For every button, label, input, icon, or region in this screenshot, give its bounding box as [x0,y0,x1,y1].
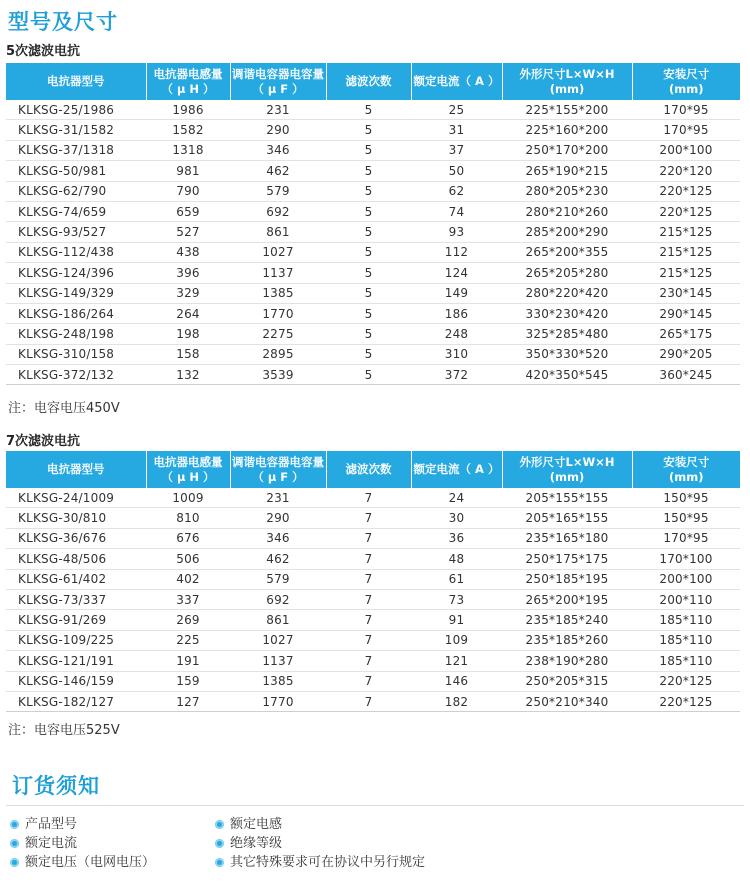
table-cell: 1986 [146,100,230,120]
table-cell: 235*185*260 [502,630,632,650]
table-row [6,344,740,364]
table-cell: 659 [146,201,230,221]
table-cell: 215*125 [632,222,740,242]
table-cell: 5 [326,222,411,242]
column-header [146,63,230,100]
table-cell: 7 [326,528,411,548]
table-cell: 350*330*520 [502,344,632,364]
model-cell: KLKSG-37/1318 [6,140,146,160]
column-header-label: 调谐电容器电容量 [232,454,324,469]
column-header-unit: (mm) [669,81,704,96]
column-header-unit: （ μ H ） [161,81,215,96]
table-cell: 158 [146,344,230,364]
table-cell: 3539 [230,365,326,385]
table-cell: 285*200*290 [502,222,632,242]
table-cell: 7 [326,488,411,508]
table-cell: 5 [326,161,411,181]
table-row [6,263,740,283]
ordering-list-right [211,815,425,872]
table-cell: 1027 [230,242,326,262]
model-cell: KLKSG-73/337 [6,589,146,609]
page-title: 型号及尺寸 [8,10,118,34]
table-cell: 337 [146,589,230,609]
table-cell: 290 [230,508,326,528]
table-row [6,303,740,323]
table-cell: 50 [411,161,502,181]
table-cell: 1318 [146,140,230,160]
table-cell: 170*95 [632,528,740,548]
table-cell: 396 [146,263,230,283]
column-header [6,63,146,100]
column-header-unit: （ μ F ） [252,81,304,96]
table-cell: 31 [411,120,502,140]
table-row [6,201,740,221]
bullet-icon [10,858,19,867]
bullet-icon [215,839,224,848]
column-header [326,451,411,488]
table-header-row [6,63,740,100]
table-cell: 215*125 [632,242,740,262]
table-cell: 1582 [146,120,230,140]
table-cell: 462 [230,549,326,569]
table-cell: 1009 [146,488,230,508]
table-cell: 438 [146,242,230,262]
table-row [6,161,740,181]
table-cell: 235*185*240 [502,610,632,630]
table-cell: 61 [411,569,502,589]
table-cell: 579 [230,181,326,201]
table-cell: 7 [326,549,411,569]
model-cell: KLKSG-25/1986 [6,100,146,120]
table-cell: 280*220*420 [502,283,632,303]
column-header [632,63,740,100]
bullet-icon [215,820,224,829]
table-cell: 231 [230,488,326,508]
table-cell: 5 [326,242,411,262]
table-cell: 250*205*315 [502,671,632,691]
model-cell: KLKSG-93/527 [6,222,146,242]
column-header-label: 电抗器电感量 [153,454,223,469]
column-header-label: 安装尺寸 [663,454,710,469]
ordering-item-label: 额定电流 [25,836,78,851]
table-cell: 121 [411,651,502,671]
table-cell: 220*125 [632,691,740,711]
model-cell: KLKSG-182/127 [6,691,146,711]
bullet-icon [10,820,19,829]
divider [6,805,744,806]
model-cell: KLKSG-146/159 [6,671,146,691]
table-cell: 5 [326,324,411,344]
table-cell: 579 [230,569,326,589]
table-cell: 36 [411,528,502,548]
table-cell: 5 [326,140,411,160]
column-header [502,451,632,488]
column-header-unit: (mm) [549,469,585,484]
ordering-title: 订货须知 [12,774,100,798]
table-cell: 220*125 [632,671,740,691]
bullet-icon [215,858,224,867]
table-cell: 24 [411,488,502,508]
table-cell: 330*230*420 [502,303,632,323]
table-row [6,181,740,201]
table-cell: 248 [411,324,502,344]
table-cell: 185*110 [632,651,740,671]
column-header [230,63,326,100]
table-row [6,488,740,508]
table-cell: 1385 [230,283,326,303]
column-header [411,63,502,100]
table-cell: 215*125 [632,263,740,283]
table-row [6,120,740,140]
table-cell: 290*205 [632,344,740,364]
column-header-unit: （ μ F ） [252,469,304,484]
model-cell: KLKSG-91/269 [6,610,146,630]
table-row [6,691,740,711]
table-cell: 325*285*480 [502,324,632,344]
table-cell: 225*155*200 [502,100,632,120]
column-header-label: 调谐电容器电容量 [232,66,324,81]
ordering-list-left [6,815,155,872]
table-row [6,222,740,242]
model-cell: KLKSG-149/329 [6,283,146,303]
table-cell: 861 [230,610,326,630]
model-cell: KLKSG-50/981 [6,161,146,181]
table-cell: 810 [146,508,230,528]
table-cell: 159 [146,671,230,691]
table-cell: 7 [326,651,411,671]
table-row [6,242,740,262]
table-cell: 109 [411,630,502,650]
table-row [6,140,740,160]
column-header [230,451,326,488]
model-cell: KLKSG-48/506 [6,549,146,569]
table-cell: 30 [411,508,502,528]
table-cell: 250*175*175 [502,549,632,569]
table-cell: 235*165*180 [502,528,632,548]
column-header-unit: （ μ H ） [161,469,215,484]
table-cell: 310 [411,344,502,364]
table-cell: 861 [230,222,326,242]
column-header-label: 外形尺寸L×W×H [519,66,615,81]
model-cell: KLKSG-121/191 [6,651,146,671]
column-header-label: 额定电流（ A ） [413,462,500,476]
table-row [6,671,740,691]
table-cell: 220*125 [632,201,740,221]
table-cell: 7 [326,610,411,630]
table-cell: 346 [230,528,326,548]
table-cell: 231 [230,100,326,120]
table-cell: 112 [411,242,502,262]
table-cell: 5 [326,201,411,221]
column-header-label: 电抗器型号 [47,462,105,476]
ordering-item-label: 额定电压（电网电压） [25,855,156,870]
table-cell: 191 [146,651,230,671]
table-cell: 250*185*195 [502,569,632,589]
spec-table-5th [6,63,740,385]
column-header-unit: (mm) [669,469,704,484]
model-cell: KLKSG-248/198 [6,324,146,344]
table-cell: 5 [326,344,411,364]
table-cell: 7 [326,569,411,589]
table-cell: 37 [411,140,502,160]
table-cell: 280*210*260 [502,201,632,221]
table-cell: 185*110 [632,610,740,630]
table-cell: 527 [146,222,230,242]
table-cell: 265*175 [632,324,740,344]
table-cell: 7 [326,691,411,711]
model-cell: KLKSG-372/132 [6,365,146,385]
column-header [6,451,146,488]
model-cell: KLKSG-186/264 [6,303,146,323]
column-header-label: 外形尺寸L×W×H [519,454,615,469]
table-row [6,508,740,528]
table-cell: 124 [411,263,502,283]
table-row [6,100,740,120]
table-header-row [6,451,740,488]
model-cell: KLKSG-112/438 [6,242,146,262]
table-cell: 7 [326,630,411,650]
table-cell: 250*170*200 [502,140,632,160]
ordering-item-label: 产品型号 [25,817,78,832]
column-header-label: 安装尺寸 [663,66,710,81]
table-row [6,630,740,650]
table-cell: 170*95 [632,100,740,120]
table-cell: 238*190*280 [502,651,632,671]
table-cell: 1137 [230,651,326,671]
table-cell: 692 [230,201,326,221]
ordering-item [211,853,425,872]
table-cell: 280*205*230 [502,181,632,201]
table-cell: 7 [326,508,411,528]
table-cell: 48 [411,549,502,569]
table7-title: 7次滤波电抗 [6,434,81,449]
table-cell: 1027 [230,630,326,650]
table-cell: 25 [411,100,502,120]
table-cell: 5 [326,263,411,283]
table-cell: 329 [146,283,230,303]
column-header [146,451,230,488]
table-row [6,528,740,548]
model-cell: KLKSG-74/659 [6,201,146,221]
model-cell: KLKSG-310/158 [6,344,146,364]
table-cell: 132 [146,365,230,385]
table-cell: 981 [146,161,230,181]
table-cell: 5 [326,365,411,385]
table-cell: 150*95 [632,488,740,508]
table-cell: 7 [326,589,411,609]
table-row [6,283,740,303]
table-cell: 5 [326,181,411,201]
column-header [326,63,411,100]
table-cell: 5 [326,120,411,140]
spec-table-7th [6,451,740,712]
table-cell: 2275 [230,324,326,344]
table-row [6,324,740,344]
model-cell: KLKSG-30/810 [6,508,146,528]
column-header [502,63,632,100]
table-cell: 1385 [230,671,326,691]
model-cell: KLKSG-109/225 [6,630,146,650]
table-row [6,610,740,630]
table5-note: 注：电容电压450V [8,401,120,416]
model-cell: KLKSG-61/402 [6,569,146,589]
table-cell: 93 [411,222,502,242]
column-header [411,451,502,488]
ordering-item-label: 额定电感 [230,817,283,832]
table-cell: 692 [230,589,326,609]
ordering-item-label: 绝缘等级 [230,836,283,851]
table-cell: 264 [146,303,230,323]
table-cell: 265*200*355 [502,242,632,262]
table-row [6,589,740,609]
ordering-item [211,834,425,853]
table-cell: 7 [326,671,411,691]
column-header [632,451,740,488]
table-cell: 225*160*200 [502,120,632,140]
column-header-label: 滤波次数 [345,462,392,476]
table-cell: 269 [146,610,230,630]
table-cell: 2895 [230,344,326,364]
table-cell: 5 [326,303,411,323]
table-cell: 205*155*155 [502,488,632,508]
table-cell: 170*100 [632,549,740,569]
table-cell: 265*205*280 [502,263,632,283]
table7-note: 注：电容电压525V [8,723,120,738]
table-cell: 146 [411,671,502,691]
ordering-item [6,834,155,853]
column-header-unit: (mm) [549,81,585,96]
model-cell: KLKSG-62/790 [6,181,146,201]
column-header-label: 额定电流（ A ） [413,74,500,88]
table-cell: 1770 [230,303,326,323]
model-cell: KLKSG-24/1009 [6,488,146,508]
table-cell: 5 [326,100,411,120]
table-cell: 250*210*340 [502,691,632,711]
table-cell: 462 [230,161,326,181]
model-cell: KLKSG-36/676 [6,528,146,548]
table-cell: 372 [411,365,502,385]
table-row [6,365,740,385]
table-cell: 402 [146,569,230,589]
table-row [6,549,740,569]
table-cell: 346 [230,140,326,160]
table-cell: 170*95 [632,120,740,140]
ordering-item [6,853,155,872]
ordering-item-label: 其它特殊要求可在协议中另行规定 [230,855,426,870]
table5-title: 5次滤波电抗 [6,44,81,59]
table-row [6,651,740,671]
table-cell: 220*120 [632,161,740,181]
table-cell: 225 [146,630,230,650]
column-header-label: 电抗器电感量 [153,66,223,81]
table-cell: 186 [411,303,502,323]
table-cell: 1137 [230,263,326,283]
table-cell: 200*100 [632,569,740,589]
ordering-item [6,815,155,834]
table-cell: 265*200*195 [502,589,632,609]
table-cell: 265*190*215 [502,161,632,181]
model-cell: KLKSG-124/396 [6,263,146,283]
table-row [6,569,740,589]
table-cell: 198 [146,324,230,344]
table-cell: 149 [411,283,502,303]
column-header-label: 滤波次数 [345,74,392,88]
table-cell: 205*165*155 [502,508,632,528]
column-header-label: 电抗器型号 [47,74,105,88]
table-cell: 420*350*545 [502,365,632,385]
bullet-icon [10,839,19,848]
table-cell: 62 [411,181,502,201]
table-cell: 790 [146,181,230,201]
table-cell: 360*245 [632,365,740,385]
table-cell: 182 [411,691,502,711]
table-cell: 74 [411,201,502,221]
ordering-item [211,815,425,834]
table-cell: 5 [326,283,411,303]
table-cell: 230*145 [632,283,740,303]
table-cell: 150*95 [632,508,740,528]
table-cell: 91 [411,610,502,630]
table-cell: 676 [146,528,230,548]
table-cell: 185*110 [632,630,740,650]
table-cell: 127 [146,691,230,711]
table-cell: 1770 [230,691,326,711]
table-cell: 506 [146,549,230,569]
table-cell: 200*100 [632,140,740,160]
table-cell: 290*145 [632,303,740,323]
table-cell: 220*125 [632,181,740,201]
table-cell: 200*110 [632,589,740,609]
model-cell: KLKSG-31/1582 [6,120,146,140]
table-cell: 73 [411,589,502,609]
table-cell: 290 [230,120,326,140]
